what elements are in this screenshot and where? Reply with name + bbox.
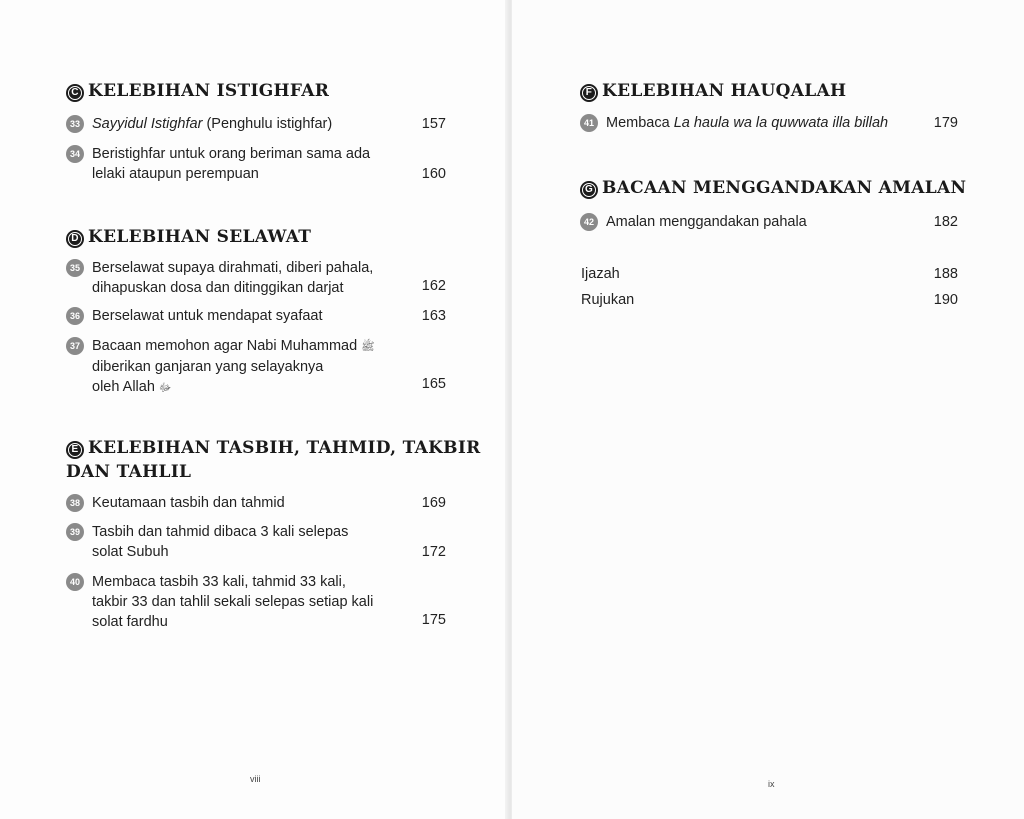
- left-page: [0, 0, 510, 819]
- entry-italic-text: Sayyidul Istighfar: [92, 116, 203, 132]
- entry-line: dihapuskan dosa dan ditinggikan darjat: [92, 280, 344, 296]
- entry-line: solat fardhu: [92, 614, 168, 630]
- entry-text: [92, 572, 373, 632]
- entry-text: Berselawat untuk mendapat syafaat: [92, 308, 323, 324]
- section-title: [66, 437, 481, 459]
- right-page: [512, 0, 1024, 819]
- entry-number-badge: 39: [66, 523, 84, 541]
- entry-line: Berselawat supaya dirahmati, diberi pahala,: [92, 260, 374, 276]
- entry-page-number: 188: [933, 266, 958, 282]
- entry-number-badge: 37: [66, 337, 84, 355]
- section-letter-badge: F: [580, 84, 598, 102]
- section-letter-badge: C: [66, 84, 84, 102]
- toc-entry-40[interactable]: [66, 572, 446, 632]
- toc-entry-39[interactable]: [66, 522, 446, 562]
- entry-number-badge: 34: [66, 145, 84, 163]
- toc-entry-38[interactable]: [66, 493, 446, 513]
- section-title-text: BACAAN MENGGANDAKAN AMALAN: [602, 178, 967, 198]
- entry-text: Ijazah: [581, 266, 620, 282]
- section-d: [66, 226, 311, 248]
- entry-text: Keutamaan tasbih dan tahmid: [92, 495, 285, 511]
- toc-entry-41[interactable]: [580, 113, 958, 133]
- section-letter-badge: D: [66, 230, 84, 248]
- entry-number-badge: 35: [66, 259, 84, 277]
- entry-number-badge: 41: [580, 114, 598, 132]
- entry-line: Membaca tasbih 33 kali, tahmid 33 kali,: [92, 574, 346, 590]
- section-title-text: KELEBIHAN HAUQALAH: [602, 81, 847, 101]
- toc-entry-ijazah[interactable]: [581, 264, 958, 284]
- entry-page-number: 162: [421, 278, 446, 294]
- entry-page-number: 160: [421, 166, 446, 182]
- section-title-text: KELEBIHAN TASBIH, TAHMID, TAKBIR: [88, 438, 481, 458]
- entry-page-number: 165: [421, 376, 446, 392]
- section-title: [580, 177, 966, 199]
- toc-entry-34[interactable]: [66, 144, 446, 184]
- entry-number-badge: 40: [66, 573, 84, 591]
- entry-page-number: 172: [421, 544, 446, 560]
- entry-page-number: 182: [933, 214, 958, 230]
- entry-page-number: 175: [421, 612, 446, 628]
- jalla-jalaluhu-symbol-icon: ﷻ: [158, 382, 172, 394]
- entry-text: Rujukan: [581, 292, 635, 308]
- entry-page-number: 169: [421, 495, 446, 511]
- section-letter-badge: G: [580, 181, 598, 199]
- entry-line: Bacaan memohon agar Nabi Muhammad: [92, 338, 358, 354]
- entry-page-number: 190: [933, 292, 958, 308]
- entry-text: [92, 258, 373, 298]
- entry-page-number: 179: [933, 115, 958, 131]
- section-e: [66, 437, 481, 483]
- entry-page-number: 163: [421, 308, 446, 324]
- entry-line: Tasbih dan tahmid dibaca 3 kali selepas: [92, 524, 349, 540]
- entry-text: [92, 114, 332, 134]
- entry-text: [606, 113, 888, 133]
- entry-line: solat Subuh: [92, 544, 169, 560]
- entry-line: Beristighfar untuk orang beriman sama ada: [92, 146, 371, 162]
- entry-line: takbir 33 dan tahlil sekali selepas setiap kali: [92, 594, 374, 610]
- entry-number-badge: 42: [580, 213, 598, 231]
- entry-rest-text: (Penghulu istighfar): [202, 116, 333, 132]
- entry-number-badge: 38: [66, 494, 84, 512]
- section-title-text: DAN TAHLIL: [66, 462, 192, 482]
- entry-text: [92, 522, 348, 562]
- entry-line: oleh Allah: [92, 379, 155, 395]
- page-folio: ix: [768, 779, 775, 789]
- section-title: [66, 226, 311, 248]
- section-c: [66, 80, 329, 102]
- entry-text: [92, 336, 375, 398]
- entry-number-badge: 36: [66, 307, 84, 325]
- section-letter-badge: E: [66, 441, 84, 459]
- toc-entry-36[interactable]: [66, 306, 446, 326]
- toc-entry-37[interactable]: [66, 336, 446, 396]
- entry-plain-text: Membaca: [606, 115, 674, 131]
- entry-text: [92, 144, 370, 184]
- entry-page-number: 157: [421, 116, 446, 132]
- toc-entry-rujukan[interactable]: [581, 290, 958, 310]
- entry-line: diberikan ganjaran yang selayaknya: [92, 359, 324, 375]
- toc-entry-35[interactable]: [66, 258, 446, 298]
- toc-entry-33[interactable]: [66, 114, 446, 134]
- toc-entry-42[interactable]: [580, 212, 958, 232]
- entry-line: lelaki ataupun perempuan: [92, 166, 259, 182]
- entry-number-badge: 33: [66, 115, 84, 133]
- entry-text: Amalan menggandakan pahala: [606, 214, 807, 230]
- section-title: [580, 80, 846, 102]
- entry-italic-text: La haula wa la quwwata illa billah: [673, 115, 889, 131]
- section-g: [580, 177, 966, 199]
- section-title: [66, 80, 329, 102]
- section-title-text: KELEBIHAN SELAWAT: [88, 227, 312, 247]
- section-f: [580, 80, 846, 102]
- page-folio: viii: [250, 774, 261, 784]
- salawat-symbol-icon: ﷺ: [361, 341, 375, 353]
- section-title-text: KELEBIHAN ISTIGHFAR: [88, 81, 330, 101]
